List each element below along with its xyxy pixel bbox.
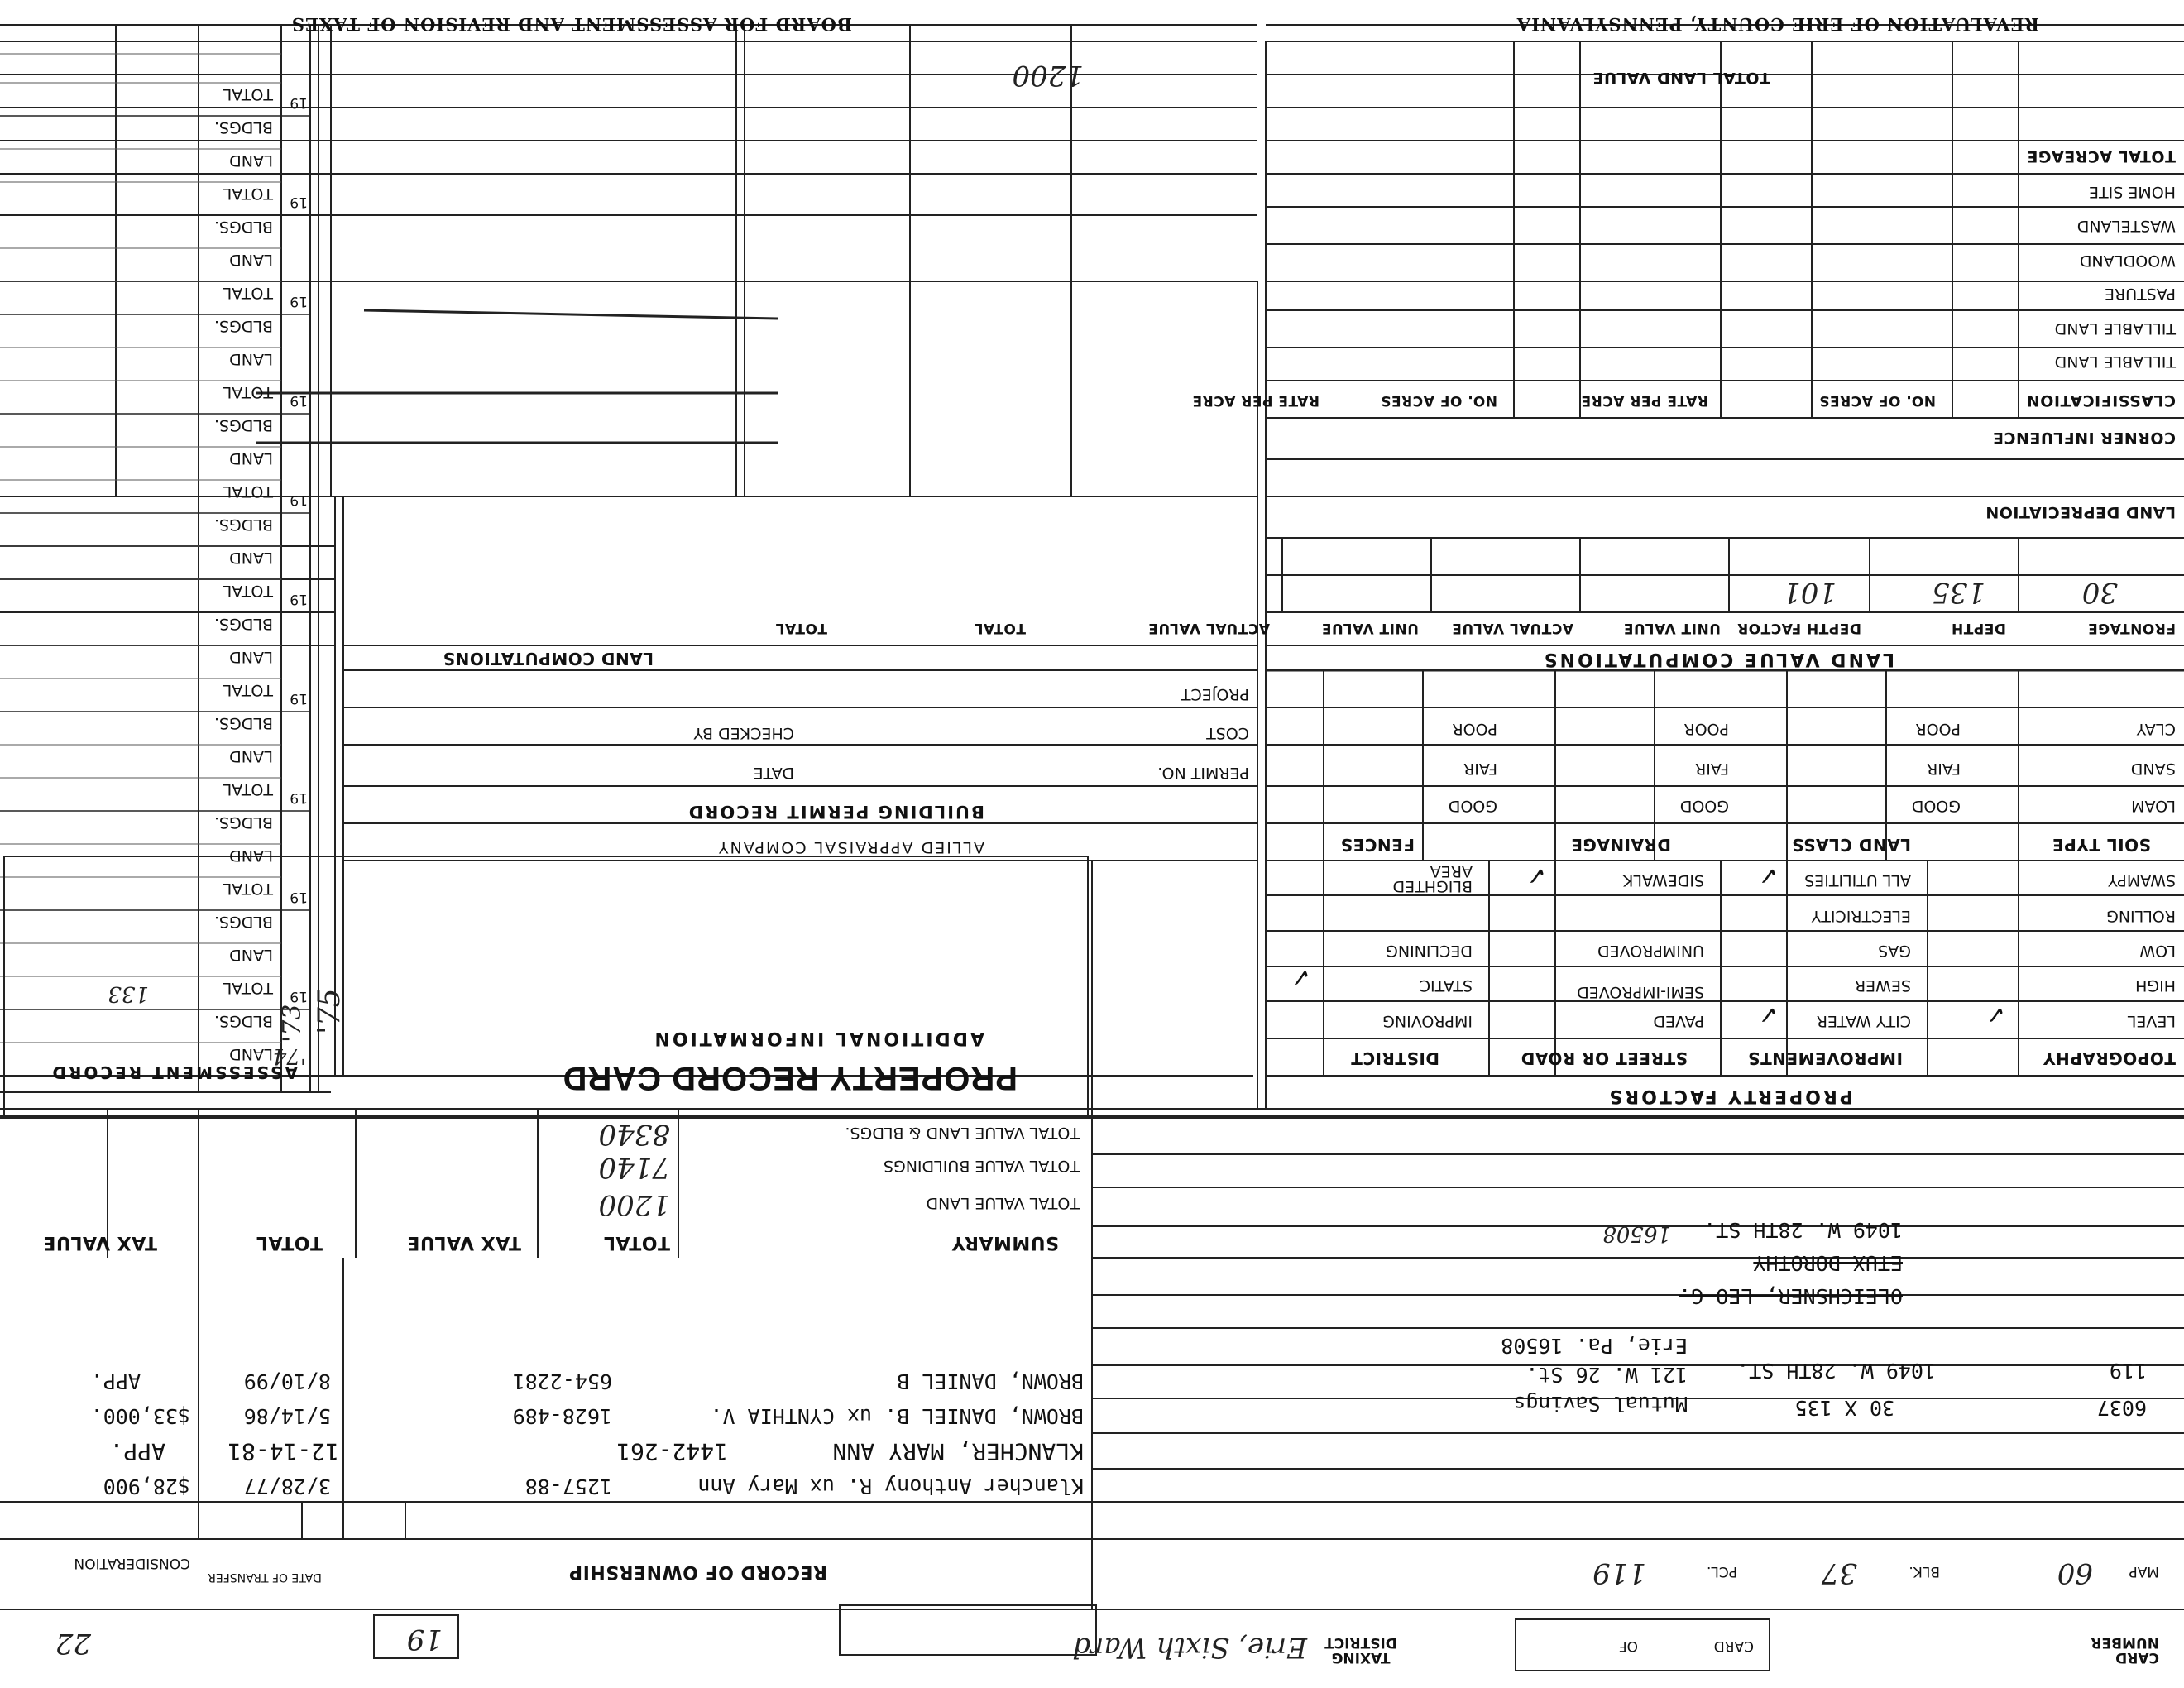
improvement-gas: GAS (1878, 942, 1911, 960)
total-land-value: 1200 (1012, 59, 1084, 92)
fences-fair: FAIR (1463, 760, 1497, 778)
card-label: CARD (1713, 1638, 1754, 1654)
additional-information-label: ADDITIONAL INFORMATION (652, 1028, 984, 1048)
drainage-header: DRAINAGE (1570, 835, 1671, 855)
summary-total-land: 1200 (598, 1188, 670, 1221)
parcel-dimensions: 30 X 135 (1794, 1396, 1894, 1420)
land-class-header: LAND CLASS (1791, 835, 1911, 855)
acre-row-total-acreage: TOTAL ACREAGE (2026, 147, 2176, 165)
assessment-label-land: LAND (229, 449, 273, 468)
assessment-year-prefix: 19 (290, 293, 308, 309)
assessment-year-74: '74 (272, 1043, 306, 1068)
lv-depth-value: 135 (1932, 576, 1985, 609)
building-permit-label: BUILDING PERMIT RECORD (687, 802, 984, 822)
land-value-computations-title: LAND VALUE COMPUTATIONS (1541, 649, 1894, 669)
factor-header-district: DISTRICT (1350, 1048, 1439, 1068)
assessment-label-total: TOTAL (223, 284, 273, 302)
summary-label-land: TOTAL VALUE LAND (926, 1194, 1080, 1212)
acre-header-acres-2: NO. OF ACRES (1380, 392, 1497, 409)
assessment-label-total: TOTAL (223, 85, 273, 103)
corner-value: 22 (55, 1627, 91, 1660)
taxing-district-value: Erie, Sixth Ward (1072, 1631, 1307, 1664)
land-class-fair: FAIR (1927, 760, 1961, 778)
improvement-sewer: SEWER (1854, 976, 1911, 995)
district-blighted-area: BLIGHTED AREA (1392, 862, 1473, 895)
land-class-good: GOOD (1911, 797, 1961, 815)
acre-row-wasteland: WASTELAND (2076, 217, 2176, 235)
assessment-label-land: LAND (229, 350, 273, 368)
assessment-label-bldgs: BLDGS. (213, 118, 273, 137)
ownership-consideration-3: $33,000. (90, 1404, 190, 1428)
ownership-date-4: 8/10/99 (243, 1369, 331, 1393)
check-mark-icon: ✓ (1757, 1000, 1779, 1029)
assessment-label-land: LAND (229, 1045, 273, 1063)
acre-row-tillable-2: TILLABLE LAND (2054, 319, 2176, 338)
summary-title: SUMMARY (951, 1232, 1059, 1253)
assessment-label-land: LAND (229, 747, 273, 765)
pcl-label: PCL. (1707, 1563, 1737, 1580)
assessment-label-land: LAND (229, 648, 273, 666)
assessment-year-prefix: 19 (290, 194, 308, 210)
assessment-label-bldgs: BLDGS. (213, 615, 273, 633)
assessment-year-prefix: 19 (290, 889, 308, 905)
street-unimproved: UNIMPROVED (1597, 942, 1704, 960)
lv-header-depth: DEPTH (1951, 620, 2006, 636)
permit-date-label: DATE (753, 764, 794, 782)
mail-line-1: Mutual Savings (1513, 1392, 1688, 1416)
soil-sand: SAND (2130, 760, 2176, 778)
consideration-header: CONSIDERATION (74, 1555, 190, 1571)
check-mark-icon: ✓ (1290, 962, 1311, 991)
acre-header-rate-1: RATE PER ACRE (1581, 392, 1708, 409)
assessment-year-75: '75 (313, 988, 347, 1034)
street-semi-improved: SEMI-IMPROVED (1577, 983, 1704, 1001)
assessment-label-bldgs: BLDGS. (213, 913, 273, 931)
summary-total-header-2: TOTAL (256, 1232, 323, 1253)
lv-header-unit-value-1: UNIT VALUE (1623, 620, 1721, 636)
permit-cost-label: COST (1206, 724, 1249, 742)
drainage-fair: FAIR (1695, 760, 1729, 778)
control-number: 6037 (2096, 1396, 2147, 1420)
ownership-owner-4: BROWN, DANIEL B (897, 1369, 1084, 1393)
assessment-label-bldgs: BLDGS. (213, 416, 273, 434)
ownership-book-4: 654-2281 (512, 1369, 612, 1393)
summary-label-land-bldgs: TOTAL VALUE LAND & BLDGS. (845, 1124, 1080, 1142)
lv-header-actual-value-1: ACTUAL VALUE (1451, 620, 1573, 636)
assessment-label-bldgs: BLDGS. (213, 218, 273, 236)
check-mark-icon: ✓ (1525, 861, 1547, 890)
permit-checked-by-label: CHECKED BY (693, 724, 794, 742)
soil-type-header: SOIL TYPE (2052, 835, 2151, 855)
assessment-label-total: TOTAL (223, 383, 273, 401)
soil-clay: CLAY (2136, 720, 2176, 738)
assessment-label-land: LAND (229, 846, 273, 865)
topography-swampy: SWAMPY (2108, 871, 2176, 890)
topography-high: HIGH (2135, 976, 2176, 995)
factor-header-street: STREET OR ROAD (1521, 1048, 1688, 1068)
land-computations-title: LAND COMPUTATIONS (443, 649, 654, 669)
assessment-year-prefix: 19 (290, 988, 308, 1005)
assessment-label-bldgs: BLDGS. (213, 1012, 273, 1030)
mail-line-2: 121 W. 26 St. (1525, 1363, 1688, 1387)
card-number-label: CARD NUMBER (2091, 1634, 2159, 1666)
blk-label: BLK. (1909, 1563, 1940, 1580)
ownership-consideration-1: $28,900 (103, 1475, 190, 1499)
assessment-label-total: TOTAL (223, 780, 273, 798)
improvement-electricity: ELECTRICITY (1811, 907, 1911, 925)
summary-total-buildings: 7140 (598, 1151, 670, 1184)
lv-header-actual-value-2: ACTUAL VALUE (1147, 620, 1270, 636)
assessment-year-prefix: 19 (290, 591, 308, 607)
assessment-label-land: LAND (229, 251, 273, 269)
old-owner-line-2: ETUX DOROTHY (1753, 1251, 1903, 1275)
assessment-label-total: TOTAL (223, 681, 273, 699)
lv-header-total-2: TOTAL (775, 620, 827, 636)
assessment-first-total: 133 (108, 981, 149, 1006)
map-value: 60 (2057, 1556, 2093, 1590)
district-static: STATIC (1419, 976, 1473, 995)
district-improving: IMPROVING (1382, 1012, 1473, 1030)
allied-appraisal-label: ALLIED APPRAISAL COMPANY (716, 838, 984, 856)
check-mark-icon: ✓ (1757, 861, 1779, 890)
property-factors-title: PROPERTY FACTORS (1607, 1086, 1853, 1106)
drainage-poor: POOR (1684, 720, 1729, 738)
assessment-label-bldgs: BLDGS. (213, 813, 273, 832)
map-label: MAP (2129, 1563, 2159, 1580)
summary-total-land-bldgs: 8340 (598, 1118, 670, 1151)
assessment-year-prefix: 19 (290, 94, 308, 111)
old-zip: 16508 (1602, 1221, 1671, 1246)
ownership-book-1: 1257-88 (524, 1475, 612, 1499)
mail-line-3: Erie, Pa. 16508 (1501, 1334, 1688, 1358)
assessment-year-prefix: 19 (290, 392, 308, 409)
acre-header-rate-2: RATE PER ACRE (1192, 392, 1320, 409)
ownership-section-title: RECORD OF OWNERSHIP (568, 1561, 827, 1582)
assessment-label-bldgs: BLDGS. (213, 516, 273, 534)
assessment-label-land: LAND (229, 549, 273, 567)
summary-label-buildings: TOTAL VALUE BUILDINGS (883, 1157, 1080, 1175)
of-label: OF (1618, 1638, 1638, 1654)
ownership-date-3: 5/14/86 (243, 1404, 331, 1428)
assessment-year-prefix: 19 (290, 789, 308, 806)
acre-row-pasture: PASTURE (2104, 285, 2176, 303)
taxing-district-label: TAXING DISTRICT (1324, 1634, 1397, 1666)
acre-row-tillable-1: TILLABLE LAND (2054, 352, 2176, 371)
lv-header-total-1: TOTAL (974, 620, 1026, 636)
total-land-value-label: TOTAL LAND VALUE (1592, 69, 1770, 87)
summary-tax-value-header: TAX VALUE (406, 1232, 521, 1253)
assessment-label-total: TOTAL (223, 880, 273, 898)
ownership-date-2: 12-14-81 (228, 1438, 339, 1465)
assessment-label-land: LAND (229, 151, 273, 170)
lv-frontage-value: 30 (2081, 576, 2118, 609)
drainage-good: GOOD (1679, 797, 1729, 815)
ownership-consideration-2: APP. (109, 1438, 165, 1465)
ownership-owner-1: Klancher Anthony R. ux Mary Ann (697, 1475, 1084, 1499)
street-sidewalk: SIDEWALK (1622, 871, 1704, 890)
topography-level: LEVEL (2127, 1012, 2176, 1030)
summary-total-header: TOTAL (603, 1232, 670, 1253)
factor-header-topography: TOPOGRAPHY (2043, 1048, 2176, 1068)
ownership-consideration-4: APP. (90, 1369, 141, 1393)
permit-project-label: PROJECT (1181, 685, 1249, 703)
assessment-label-land: LAND (229, 946, 273, 964)
property-record-card-title: PROPERTY RECORD CARD (562, 1060, 1018, 1096)
fences-good: GOOD (1448, 797, 1497, 815)
ownership-owner-2: KLANCHER, MARY ANN (832, 1438, 1084, 1465)
assessment-label-total: TOTAL (223, 979, 273, 997)
assessment-year-prefix: 19 (290, 492, 308, 508)
improvement-all-utilities: ALL UTILITIES (1804, 871, 1911, 890)
assessment-label-total: TOTAL (223, 482, 273, 501)
street-paved: PAVED (1653, 1012, 1704, 1030)
district-declining: DECLINING (1386, 942, 1473, 960)
parcel-number: 119 (2109, 1359, 2147, 1383)
assessment-label-bldgs: BLDGS. (213, 317, 273, 335)
ownership-book-3: 1628-489 (512, 1404, 612, 1428)
board-title: BOARD FOR ASSESSMENT AND REVISION OF TAXES (290, 14, 852, 35)
lv-header-unit-value-2: UNIT VALUE (1321, 620, 1419, 636)
transfer-date-header: DATE OF TRANSFER (208, 1571, 322, 1584)
check-mark-icon: ✓ (1985, 1000, 2006, 1029)
classification-label: CLASSIFICATION (2026, 391, 2176, 410)
permit-no-label: PERMIT NO. (1157, 764, 1249, 782)
blk-value: 37 (1821, 1556, 1857, 1590)
land-class-poor: POOR (1915, 720, 1961, 738)
ownership-owner-3: BROWN, DANIEL B. ux CYNTHIA V. (710, 1404, 1084, 1428)
factor-header-improvements: IMPROVEMENTS (1747, 1048, 1903, 1068)
acre-row-home-site: HOME SITE (2089, 183, 2176, 201)
old-owner-line-1: OLEICHSNER, LEO G. (1679, 1284, 1903, 1308)
acre-row-woodland: WOODLAND (2079, 252, 2176, 270)
ownership-book-2: 1442-261 (616, 1438, 728, 1465)
assessment-label-total: TOTAL (223, 185, 273, 203)
assessment-label-bldgs: BLDGS. (213, 714, 273, 732)
fences-header: FENCES (1340, 835, 1415, 855)
assessment-record-title: ASSESSMENT RECORD (50, 1062, 298, 1082)
assessment-year-prefix: 19 (290, 690, 308, 707)
summary-tax-value-header-2: TAX VALUE (42, 1232, 157, 1253)
improvement-city-water: CITY WATER (1816, 1012, 1911, 1030)
parcel-address: 1049 W. 28TH ST. (1736, 1359, 1936, 1383)
lv-header-frontage: FRONTAGE (2087, 620, 2176, 636)
land-depreciation-label: LAND DEPRECIATION (1985, 503, 2176, 521)
ward-box-value: 19 (406, 1623, 443, 1656)
corner-influence-label: CORNER INFLUENCE (1992, 429, 2176, 447)
acre-header-acres-1: NO. OF ACRES (1818, 392, 1936, 409)
assessment-label-total: TOTAL (223, 582, 273, 600)
lv-header-depth-factor: DEPTH FACTOR (1736, 620, 1861, 636)
pcl-value: 119 (1592, 1556, 1646, 1590)
ownership-date-1: 3/28/77 (243, 1475, 331, 1499)
topography-rolling: ROLLING (2106, 907, 2176, 925)
assessment-year-73: '73 (278, 1004, 307, 1043)
soil-loam: LOAM (2131, 797, 2176, 815)
fences-poor: POOR (1452, 720, 1497, 738)
topography-low: LOW (2139, 942, 2176, 960)
revaluation-title: REVALUATION OF ERIE COUNTY, PENNSYLVANIA (1516, 14, 2039, 35)
lv-depth-factor-value: 101 (1783, 576, 1837, 609)
old-owner-line-3: 1049 W. 28TH ST. (1703, 1218, 1903, 1242)
